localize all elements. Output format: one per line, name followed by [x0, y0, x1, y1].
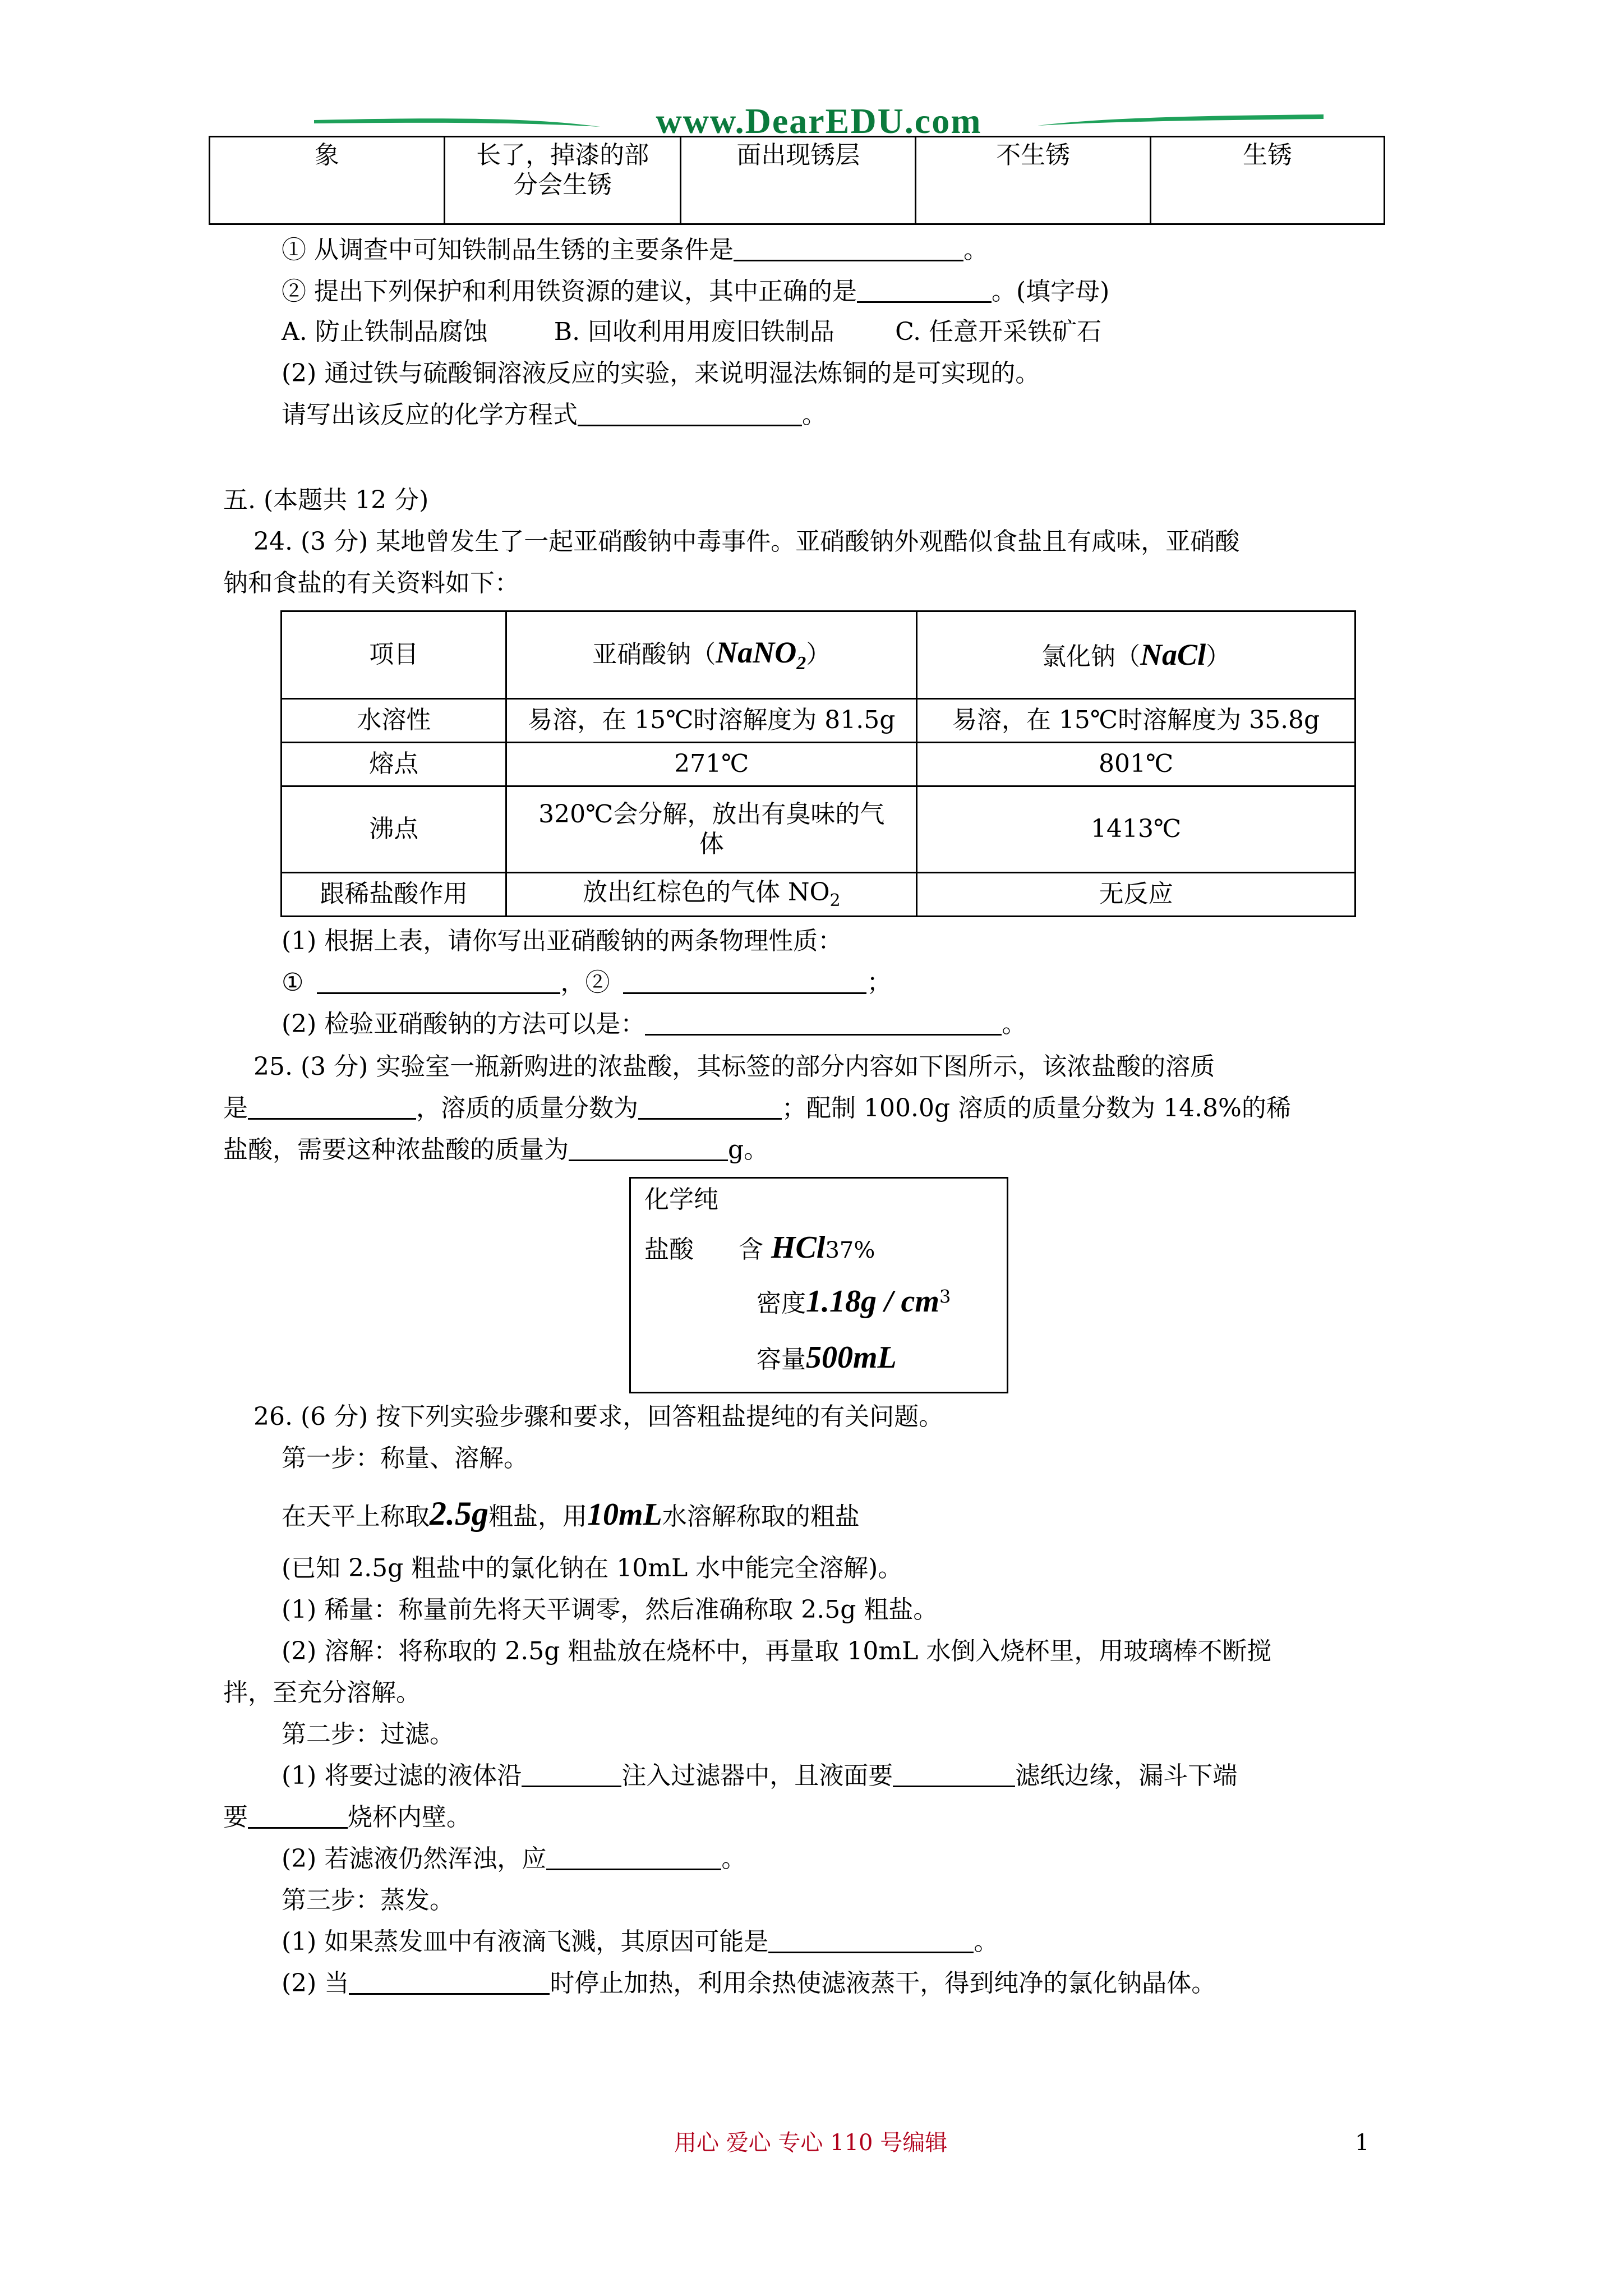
step3-title: 第三步：蒸发。	[282, 1886, 454, 1915]
answer-blank[interactable]	[349, 1971, 550, 1995]
section-title: 五. (本题共 12 分)	[223, 486, 429, 514]
q24-line4: ① ，② ；	[282, 968, 892, 997]
q23-line5: 请写出该反应的化学方程式 。	[282, 401, 827, 429]
step2-item1-cont: 要 烧杯内壁。	[223, 1803, 471, 1832]
q25-line3: 盐酸，需要这种浓盐酸的质量为 g。	[223, 1135, 769, 1164]
q23-line4: (2) 通过铁与硫酸铜溶液反应的实验，来说明湿法炼铜的是可实现的。	[282, 359, 1040, 388]
step2-title: 第二步：过滤。	[282, 1720, 454, 1749]
answer-blank[interactable]	[546, 1846, 721, 1870]
step1-title: 第一步：称量、溶解。	[282, 1444, 528, 1473]
table-row: 沸点 320℃会分解，放出有臭味的气 体 1413℃	[282, 786, 1355, 873]
q23-options	[282, 318, 1101, 347]
nitrite-table	[280, 610, 1356, 917]
q24-line2: 钠和食盐的有关资料如下：	[223, 569, 519, 597]
q24-line1: 24. (3 分) 某地曾发生了一起亚硝酸钠中毒事件。亚硝酸钠外观酷似食盐且有咸味，亚硝酸	[253, 527, 1240, 556]
header-logo	[314, 101, 1324, 141]
step2-item2: (2) 若滤液仍然浑浊，应 。	[282, 1844, 746, 1873]
answer-blank[interactable]	[638, 1096, 782, 1120]
table-header: 氯化钠（NaCl）	[917, 611, 1355, 699]
label-density: 密度$1.18g / cm^3$	[757, 1284, 951, 1319]
q23-line2: ② 提出下列保护和利用铁资源的建议，其中正确的是 。(填字母)	[282, 277, 1110, 306]
page-number: 1	[1355, 2130, 1370, 2156]
q24-line3: (1) 根据上表，请你写出亚硝酸钠的两条物理性质：	[282, 927, 843, 955]
table-cell: 不生锈	[916, 137, 1151, 224]
answer-blank[interactable]	[248, 1096, 416, 1120]
q24-line5: (2) 检验亚硝酸钠的方法可以是： 。	[282, 1010, 1027, 1038]
footer-text: 用心 爱心 专心 110 号编辑	[674, 2130, 948, 2156]
label-name-row: 盐酸 含 HCl37%	[644, 1230, 875, 1265]
option-c: C. 任意开采铁矿石	[895, 318, 1102, 346]
answer-blank[interactable]	[522, 1763, 621, 1787]
reagent-label	[629, 1177, 1008, 1393]
q26-line1: 26. (6 分) 按下列实验步骤和要求，回答粗盐提纯的有关问题。	[253, 1402, 944, 1431]
answer-blank[interactable]	[645, 1011, 1002, 1036]
answer-blank[interactable]	[248, 1805, 348, 1829]
option-a: A. 防止铁制品腐蚀	[282, 318, 488, 346]
q25-line2: 是 ，溶质的质量分数为 ；配制 100.0g 溶质的质量分数为 14.8%的稀	[223, 1094, 1291, 1122]
option-b: B. 回收利用用废旧铁制品	[554, 318, 835, 346]
step1-item2: (2) 溶解：将称取的 2.5g 粗盐放在烧杯中，再量取 10mL 水倒入烧杯里，用玻璃棒不断搅	[282, 1637, 1272, 1665]
step1-text: 在天平上称取2.5g粗盐，用10mL水溶解称取的粗盐	[282, 1495, 860, 1532]
answer-blank[interactable]	[857, 279, 992, 303]
table-row: 水溶性 易溶，在 15℃时溶解度为 81.5g 易溶，在 15℃时溶解度为 35.8g	[282, 699, 1355, 743]
table-cell: 长了，掉漆的部 分会生锈	[444, 137, 681, 224]
step3-item1: (1) 如果蒸发皿中有液滴飞溅，其原因可能是 。	[282, 1927, 999, 1956]
answer-blank[interactable]	[317, 970, 560, 994]
logo-text: www.DearEDU.com	[656, 101, 982, 141]
rust-survey-table	[209, 136, 1385, 225]
table-row: 熔点 271℃ 801℃	[282, 743, 1355, 786]
step1-note: (已知 2.5g 粗盐中的氯化钠在 10mL 水中能完全溶解)。	[282, 1554, 903, 1582]
answer-blank[interactable]	[623, 970, 866, 994]
table-cell: 生锈	[1151, 137, 1385, 224]
answer-blank[interactable]	[768, 1929, 974, 1953]
table-row: 跟稀盐酸作用 放出红棕色的气体 $NO_2$ 无反应	[282, 873, 1355, 917]
table-cell: 象	[210, 137, 445, 224]
step2-item1: (1) 将要过滤的液体沿 注入过滤器中，且液面要 滤纸边缘，漏斗下端	[282, 1761, 1238, 1790]
table-cell: 面出现锈层	[681, 137, 916, 224]
q23-line1: ① 从调查中可知铁制品生锈的主要条件是 。	[282, 236, 988, 264]
label-volume: 容量500mL	[757, 1340, 897, 1375]
table-header: 项目	[282, 611, 506, 699]
label-grade: 化学纯	[644, 1185, 718, 1214]
answer-blank[interactable]	[569, 1137, 728, 1161]
step3-item2: (2) 当 时停止加热，利用余热使滤液蒸干，得到纯净的氯化钠晶体。	[282, 1969, 1216, 1998]
answer-blank[interactable]	[893, 1763, 1015, 1787]
step1-item1: (1) 稀量：称量前先将天平调零，然后准确称取 2.5g 粗盐。	[282, 1595, 938, 1624]
step1-item2-cont: 拌，至充分溶解。	[223, 1678, 421, 1707]
table-header: 亚硝酸钠（NaNO$_2$）	[506, 611, 917, 699]
q25-line1: 25. (3 分) 实验室一瓶新购进的浓盐酸，其标签的部分内容如下图所示，该浓盐酸的溶质	[253, 1052, 1215, 1081]
answer-blank[interactable]	[578, 402, 802, 426]
answer-blank[interactable]	[734, 237, 963, 261]
